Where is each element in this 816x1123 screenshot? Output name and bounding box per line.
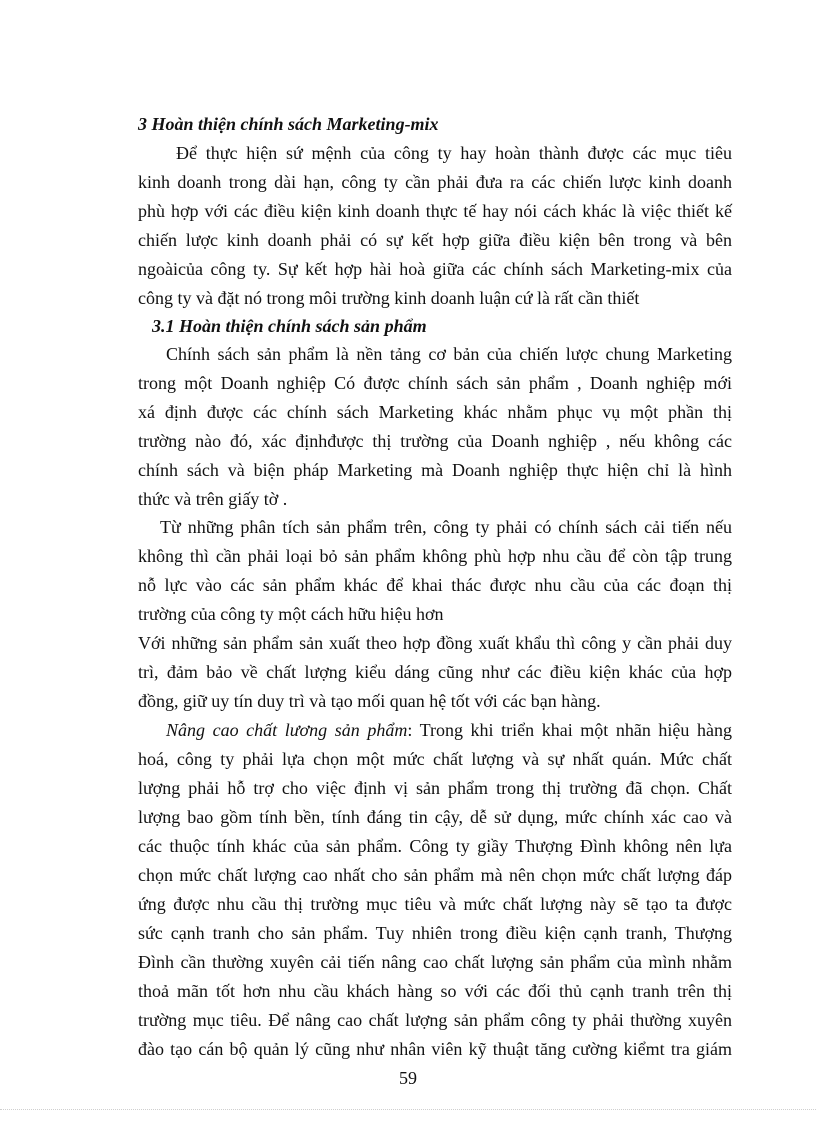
- section-heading-3-1: 3.1 Hoàn thiện chính sách sản phẩm: [152, 316, 427, 336]
- paragraph-line: ngoàicủa công ty. Sự kết hợp hài hoà giữa các chính sách Marketing-mix của: [138, 259, 732, 279]
- paragraph-text: : Trong khi triển khai một nhãn hiệu hàng: [407, 720, 732, 740]
- paragraph-line: trường của công ty một cách hữu hiệu hơn: [138, 604, 444, 624]
- paragraph-line-with-lead: [166, 718, 732, 742]
- paragraph-line: chính sách và biện pháp Marketing mà Doanh nghiệp thực hiện chỉ là hình: [138, 460, 732, 480]
- paragraph-line: lượng bao gồm tính bền, tính đáng tin cậy, dễ sử dụng, mức chính xác cao và: [138, 807, 732, 827]
- paragraph-line: nỗ lực vào các sản phẩm khác để khai thác được nhu cầu của các đoạn thị: [138, 575, 732, 595]
- paragraph-line: trường nào đó, xác địnhđược thị trường của Doanh nghiệp , nếu không các: [138, 431, 732, 451]
- paragraph-line: trường mục tiêu. Để nâng cao chất lượng sản phẩm công ty phải thường xuyên: [138, 1010, 732, 1030]
- footer-divider: [0, 1109, 816, 1110]
- paragraph-line: kinh doanh trong dài hạn, công ty cần phải đưa ra các chiến lược kinh doanh: [138, 172, 732, 192]
- paragraph-line: hoá, công ty phải lựa chọn một mức chất lượng và sự nhất quán. Mức chất: [138, 749, 732, 769]
- paragraph-line: trì, đảm bảo về chất lượng kiểu dáng cũng như các điều kiện khác của hợp: [138, 662, 732, 682]
- paragraph-line: thoả mãn tốt hơn nhu cầu khách hàng so với các đối thủ cạnh tranh trên thị: [138, 981, 732, 1001]
- paragraph-line: phù hợp với các điều kiện kinh doanh thực tế hay nói cách khác là việc thiết kế: [138, 201, 732, 221]
- paragraph-line: Chính sách sản phẩm là nền tảng cơ bản của chiến lược chung Marketing: [166, 344, 732, 364]
- section-heading-3: 3 Hoàn thiện chính sách Marketing-mix: [138, 114, 439, 134]
- paragraph-line: chọn mức chất lượng cao nhất cho sản phẩm mà nên chọn mức chất lượng đáp: [138, 865, 732, 885]
- paragraph-line: Với những sản phẩm sản xuất theo hợp đồng xuất khẩu thì công y cần phải duy: [138, 633, 732, 653]
- paragraph-line: các thuộc tính khác của sản phẩm. Công ty giầy Thượng Đình không nên lựa: [138, 836, 732, 856]
- page-number: 59: [399, 1068, 417, 1088]
- paragraph-line: đào tạo cán bộ quản lý cũng như nhân viên kỹ thuật tăng cường kiểmt tra giám: [138, 1039, 732, 1059]
- paragraph-line: Từ những phân tích sản phẩm trên, công ty phải có chính sách cải tiến nếu: [160, 517, 732, 537]
- paragraph-line: công ty và đặt nó trong môi trường kinh doanh luận cứ là rất cần thiết: [138, 288, 640, 308]
- paragraph-line: sức cạnh tranh cho sản phẩm. Tuy nhiên trong điều kiện cạnh tranh, Thượng: [138, 923, 732, 943]
- paragraph-line: thức và trên giấy tờ .: [138, 489, 288, 509]
- paragraph-line: không thì cần phải loại bỏ sản phẩm không phù hợp nhu cầu để còn tập trung: [138, 546, 732, 566]
- paragraph-line: đồng, giữ uy tín duy trì và tạo mối quan hệ tốt với các bạn hàng.: [138, 691, 601, 711]
- paragraph-line: xá định được các chính sách Marketing khác nhằm phục vụ một phần thị: [138, 402, 732, 422]
- paragraph-line: trong một Doanh nghiệp Có được chính sách sản phẩm , Doanh nghiệp mới: [138, 373, 732, 393]
- paragraph-line: chiến lược kinh doanh phải có sự kết hợp giữa điều kiện bên trong và bên: [138, 230, 732, 250]
- paragraph-line: ứng được nhu cầu thị trường mục tiêu và mức chất lượng này sẽ tạo ta được: [138, 894, 732, 914]
- paragraph-line: Đình cần thường xuyên cải tiến nâng cao chất lượng sản phẩm của mình nhằm: [138, 952, 732, 972]
- paragraph-line: lượng phải hỗ trợ cho việc định vị sản phẩm trong thị trường đã chọn. Chất: [138, 778, 732, 798]
- italic-lead-phrase: Nâng cao chất lương sản phẩm: [166, 720, 408, 740]
- paragraph-line: Để thực hiện sứ mệnh của công ty hay hoàn thành được các mục tiêu: [176, 143, 732, 163]
